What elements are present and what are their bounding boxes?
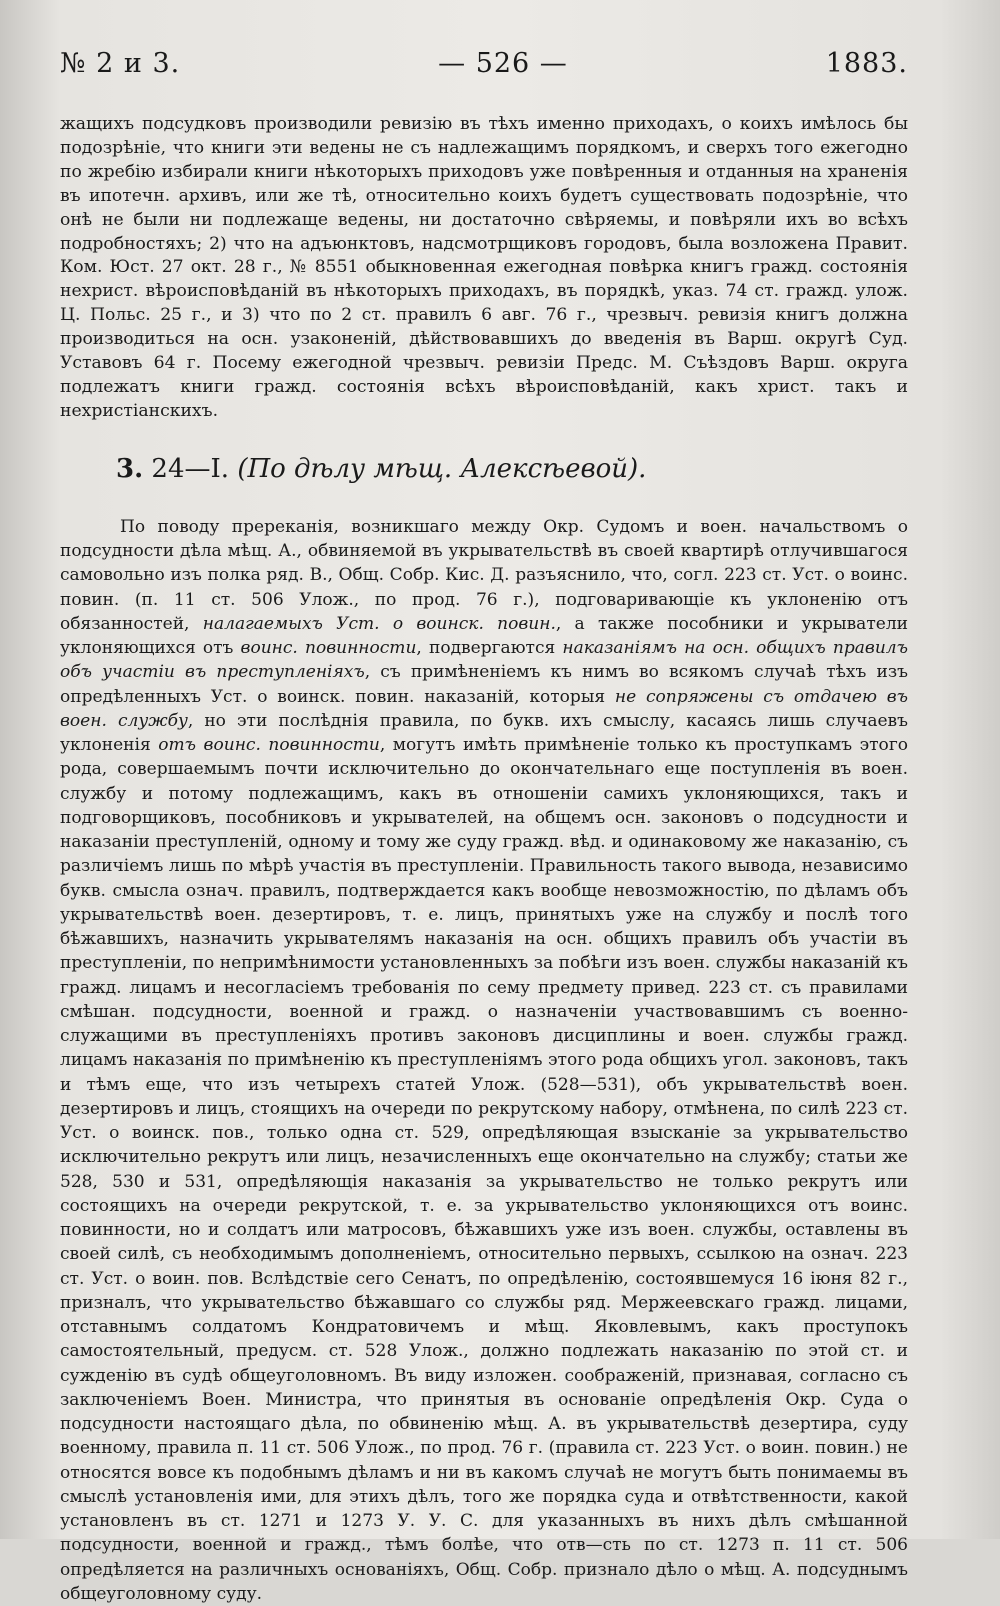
text-run: , могутъ имѣть примѣненіе только къ проступкамъ этого рода, совершаемымъ почти исключительно до окончательнаго еще поступленія въ воен. службу и потому подлежащимъ, какъ въ отношеніи самихъ уклоняющихся, такъ и подговорщиковъ, пособниковъ и укрывателей, на общемъ осн. законовъ о подсудности и наказаніи преступленій, одному и тому же суду гражд. вѣд. и одинаковому же наказанію, съ различіемъ лишь по мѣрѣ участія въ преступленіи. Правильность такого вывода, независимо букв. смысла означ. правилъ, подтверждается какъ вообще невозможностію, по дѣламъ объ укрывательствѣ воен. дезертировъ, т. е. лицъ, принятыхъ уже на службу и послѣ того бѣжавшихъ, назначить укрывателямъ наказанія на осн. общихъ правилъ объ участіи въ преступленіи, по непримѣнимости установленныхъ за побѣги изъ воен. службы наказаній къ гражд. лицамъ и несогласіемъ требованія по сему предмету привед. 223 ст. съ правилами смѣшан. подсудности, военной и гражд. о назначеніи участвовавшимъ съ военно-служащими въ преступленіяхъ противъ законовъ дисциплины и воен. службы гражд. лицамъ наказанія по примѣненію къ преступленіямъ этого рода общихъ угол. законовъ, такъ и тѣмъ еще, что изъ четырехъ статей Улож. (528—531), объ укрывательствѣ воен. дезертировъ и лицъ, стоящихъ на очереди по рекрутскому набору, отмѣнена, по силѣ 223 ст. Уст. о воинск. пов., только одна ст. 529, опредѣляющая взысканіе за укрывательство исключительно рекрутъ или лицъ, незачисленныхъ еще окончательно на службу; статьи же 528, 530 и 531, опредѣляющія наказанія за укрывательство не только рекрутъ или состоящихъ на очереди рекрутской, т. е. за укрывательство уклоняющихся отъ воинс. повинности, но и солдатъ или матросовъ, бѣжавшихъ уже изъ воен. службы, оставлены въ своей силѣ, съ необходимымъ дополненіемъ, относительно первыхъ, ссылкою на означ. 223 ст. Уст. о воин. пов. Вслѣдствіе сего Сенатъ, по опредѣленію, состоявшемуся 16 іюня 82 г., призналъ, что укрывательство бѣжавшаго со службы ряд. Мержеевскаго гражд. лицами, отставнымъ солдатомъ Кондратовичемъ и мѣщ. Яковлевымъ, какъ проступокъ самостоятельный, предусм. ст. 528 Улож., должно подлежать наказанію по этой ст. и сужденію въ судѣ общеуголовномъ. Въ виду изложен. соображеній, признавая, согласно съ заключеніемъ Воен. Министра, что принятыя въ основаніе опредѣленія Окр. Суда о подсудности настоящаго дѣла, по обвиненію мѣщ. А. въ укрывательствѣ дезертира, суду военному, правила п. 11 ст. 506 Улож., по прод. 76 г. (правила ст. 223 Уст. о воин. повин.) не относятся вовсе къ подобнымъ дѣламъ и ни въ какомъ случаѣ не могутъ быть понимаемы въ смыслѣ установленія ими, для этихъ дѣлъ, того же порядка суда и отвѣтственности, какой установленъ въ ст. 1271 и 1273 У. У. С. для указанныхъ въ нихъ дѣлъ смѣшанной подсудности, военной и гражд., тѣмъ болѣе, что отв—сть по ст. 1273 п. 11 ст. 506 опредѣляется на различныхъ основаніяхъ, Общ. Собр. признало дѣло о мѣщ. А. подсуднымъ общеуголовному суду. bbox=[60, 735, 908, 1604]
year: 1883. bbox=[825, 48, 908, 79]
text-run: , съ примѣненіемъ къ нимъ во всякомъ случаѣ тѣхъ изъ опредѣленныхъ Уст. о воинск. повин. наказаній, которыя bbox=[60, 662, 908, 707]
emphasized-text: отъ воинс. повинности bbox=[158, 735, 380, 756]
issue-number: № 2 и 3. bbox=[60, 48, 181, 79]
paragraph: жащихъ подсудковъ производили ревизію въ тѣхъ именно приходахъ, о коихъ имѣлось бы подозрѣніе, что книги эти ведены не съ надлежащимъ порядкомъ, и сверхъ того ежегодно по жребію избирали книги нѣкоторыхъ приходовъ уже повѣренныя и отданныя на храненія въ ипотечн. архивъ, или же тѣ, относительно коихъ будетъ существовать подозрѣніе, что онѣ не были ни подлежаще ведены, ни достаточно свѣряемы, и повѣряли ихъ во всѣхъ подробностяхъ; 2) что на адъюнктовъ, надсмотрщиковъ городовъ, была возложена Правит. Ком. Юст. 27 окт. 28 г., № 8551 обыкновенная ежегодная повѣрка книгъ гражд. состоянія нехрист. вѣроисповѣданій въ нѣкоторыхъ приходахъ, въ порядкѣ, указ. 74 ст. гражд. улож. Ц. Польс. 25 г., и 3) что по 2 ст. правилъ 6 авг. 76 г., чрезвыч. ревизія книгъ должна производиться на осн. узаконеній, дѣйствовавшихъ до введенія въ Варш. округѣ Суд. Уставовъ 64 г. Посему ежегодной чрезвыч. ревизіи Предс. М. Съѣздовъ Варш. округа подлежатъ книги гражд. состоянія всѣхъ вѣроисповѣданій, какъ христ. такъ и нехристіанскихъ. bbox=[60, 114, 908, 421]
case-text-block bbox=[60, 515, 908, 1606]
case-number: 3. bbox=[116, 453, 144, 484]
page-number: — 526 — bbox=[438, 48, 568, 79]
emphasized-text: наказаніямъ на осн. общихъ правилъ объ участіи въ преступленіяхъ bbox=[60, 638, 908, 683]
case-title: (По дѣлу мѣщ. Алексѣевой). bbox=[237, 453, 647, 484]
continued-text-block bbox=[60, 113, 908, 424]
emphasized-text: не сопряжены съ отдачею въ воен. службу bbox=[60, 686, 908, 731]
case-date: 24—I. bbox=[151, 453, 230, 484]
text-run: , а также пособники и укрыватели уклоняющихся отъ bbox=[60, 613, 908, 659]
running-header bbox=[60, 48, 908, 96]
emphasized-text: налагаемыхъ Уст. о воинск. повин. bbox=[202, 613, 556, 634]
case-heading bbox=[60, 454, 908, 498]
paragraph bbox=[60, 515, 908, 1606]
text-run: , подвергаются bbox=[416, 638, 556, 659]
text-run: По поводу пререканія, возникшаго между Окр. Судомъ и воен. начальствомъ о подсудности дѣла мѣщ. А., обвиняемой въ укрывательствѣ въ своей квартирѣ отлучившагося самовольно изъ полка ряд. В., Общ. Собр. Кис. Д. разъяснило, что, согл. 223 ст. Уст. о воинс. повин. (п. 11 ст. 506 Улож., по прод. 76 г.), подговаривающіе къ уклоненію отъ обязанностей, bbox=[60, 516, 908, 634]
emphasized-text: воинс. повинности bbox=[240, 638, 417, 659]
text-run: , но эти послѣднія правила, по букв. ихъ смыслу, касаясь лишь случаевъ уклоненія bbox=[60, 710, 908, 756]
